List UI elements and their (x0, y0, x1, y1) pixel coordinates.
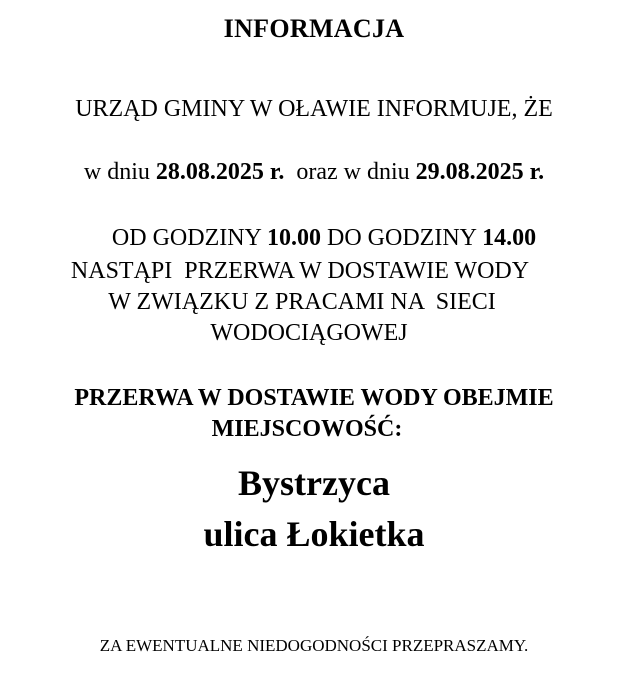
intro-text: URZĄD GMINY W OŁAWIE INFORMUJE, ŻE (75, 96, 553, 122)
dates-prefix: w dniu (83, 159, 156, 185)
date-first: 28.08.2025 r. (155, 159, 285, 185)
interruption-line: WODOCIĄGOWEJ (210, 320, 408, 346)
hour-from: 10.00 (267, 225, 321, 251)
place-name: Bystrzyca (238, 463, 390, 503)
dates-mid: oraz w dniu (284, 159, 416, 185)
interruption-line: W ZWIĄZKU Z PRACAMI NA SIECI (108, 289, 496, 315)
hours-prefix: OD GODZINY (111, 225, 267, 251)
interruption-line: NASTĄPI PRZERWA W DOSTAWIE WODY (70, 258, 530, 284)
street-name: ulica Łokietka (203, 514, 425, 554)
hours-mid: DO GODZINY (321, 225, 483, 251)
dates-line (0, 159, 628, 186)
subheading-line: MIEJSCOWOŚĆ: (211, 416, 403, 442)
date-second: 29.08.2025 r. (415, 159, 545, 185)
hour-to: 14.00 (482, 225, 537, 251)
notice-title: INFORMACJA (223, 14, 405, 43)
footer-apology: ZA EWENTUALNE NIEDOGODNOŚCI PRZEPRASZAMY. (99, 636, 529, 655)
subheading-line: PRZERWA W DOSTAWIE WODY OBEJMIE (74, 385, 554, 411)
hours-line (10, 225, 628, 252)
